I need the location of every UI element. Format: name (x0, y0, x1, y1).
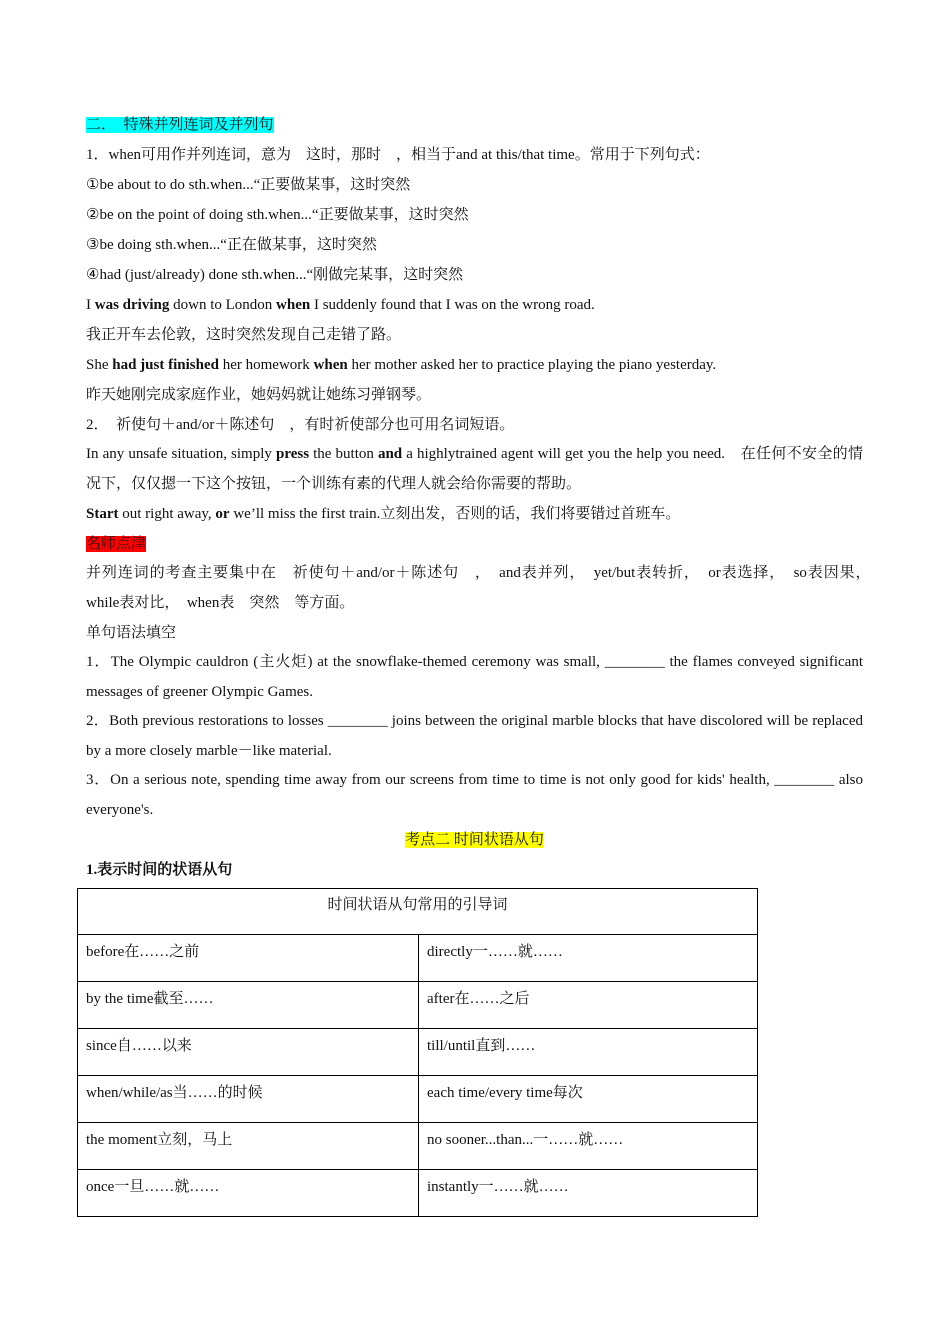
section2-heading-text: 考点二 时间状语从句 (405, 832, 544, 848)
table-cell: since自……以来 (78, 1029, 419, 1076)
text-run: her mother asked her to practice playing the piano yesterday. (347, 357, 717, 373)
exercise-title: 单句语法填空 (86, 625, 177, 641)
pattern-1: ①be about to do sth.when...“正要做某事，这时突然 (86, 177, 411, 193)
table-row (78, 1123, 758, 1170)
section-heading-text: 二． 特殊并列连词及并列句 (86, 117, 274, 133)
table-cell: directly一……就…… (419, 935, 758, 982)
table-cell: no sooner...than...一……就…… (419, 1123, 758, 1170)
table-cell: when/while/as当……的时候 (78, 1076, 419, 1123)
exercise-item-2: 2．Both previous restorations to losses ________ joins between the original marble blocks that have discolored will be replaced by a more closely marble－like material. (86, 713, 863, 759)
tip-label-text: 名师点津 (86, 536, 147, 552)
bold-run: when (276, 297, 311, 313)
tip-text: 并列连词的考查主要集中在 祈使句＋and/or＋陈述句 ， and表并列， yet/but表转折， or表选择， so表因果， while表对比， when表 突然 等方面。 (86, 565, 879, 611)
example-2-zh: 昨天她刚完成家庭作业，她妈妈就让她练习弹钢琴。 (86, 387, 432, 403)
bold-run: press (275, 446, 310, 462)
item2-intro: 2． 祈使句＋and/or＋陈述句 ，有时祈使部分也可用名词短语。 (86, 417, 515, 433)
text-run: the button (309, 446, 378, 462)
example-1-zh: 我正开车去伦敦，这时突然发现自己走错了路。 (86, 327, 402, 343)
table-cell: once一旦……就…… (78, 1170, 419, 1217)
table-cell: the moment立刻，马上 (78, 1123, 419, 1170)
example-2-en (86, 350, 863, 380)
exercise-item-3: 3．On a serious note, spending time away from our screens from time to time is not only good for kids' health, ________ also everyone's. (86, 772, 863, 818)
conjunction-table (77, 888, 758, 1217)
item1-intro: 1．when可用作并列连词，意为 这时，那时 ，相当于and at this/that time。常用于下列句式： (86, 147, 710, 163)
table-row (78, 1170, 758, 1217)
table-cell: till/until直到…… (419, 1029, 758, 1076)
table-header-cell: 时间状语从句常用的引导词 (78, 889, 758, 935)
bold-run: had just finished (112, 357, 219, 373)
tip-label (86, 529, 863, 559)
text-run: She (86, 357, 113, 373)
table-row (78, 935, 758, 982)
example-4 (86, 499, 863, 529)
table-row (78, 1029, 758, 1076)
text-run: a highlytrained agent will get you the help you need. 在任何不安全的情况下，仅仅摁一下这个按钮，一个训练有素的代理人就会给你需要的帮助。 (86, 446, 863, 492)
section2-subheading: 1.表示时间的状语从句 (86, 862, 233, 878)
text-run: we’ll miss the first train.立刻出发，否则的话，我们将要错过首班车。 (229, 506, 681, 522)
bold-run: was driving (94, 297, 170, 313)
text-run: I suddenly found that I was on the wrong road. (310, 297, 595, 313)
example-3 (86, 440, 863, 499)
text-run: her homework (218, 357, 314, 373)
pattern-4: ④had (just/already) done sth.when...“刚做完某事，这时突然 (86, 267, 464, 283)
exercise-item-1: 1．The Olympic cauldron (主火炬) at the snowflake-themed ceremony was small, ________ the flames conveyed significant messages of greener Olympic Games. (86, 654, 863, 700)
table-cell: after在……之后 (419, 982, 758, 1029)
bold-run: and (377, 446, 403, 462)
table-cell: by the time截至…… (78, 982, 419, 1029)
document-content (86, 110, 879, 885)
table-cell: before在……之前 (78, 935, 419, 982)
text-run: I (86, 297, 95, 313)
bold-run: or (215, 506, 230, 522)
bold-run: when (313, 357, 348, 373)
table-header-row (78, 889, 758, 935)
table-cell: instantly一……就…… (419, 1170, 758, 1217)
table-cell: each time/every time每次 (419, 1076, 758, 1123)
table-row (78, 1076, 758, 1123)
pattern-2: ②be on the point of doing sth.when...“正要做某事，这时突然 (86, 207, 469, 223)
section-heading (86, 110, 863, 140)
text-run: In any unsafe situation, simply (86, 446, 276, 462)
example-1-en (86, 290, 863, 320)
section2-heading (86, 825, 863, 855)
table-row (78, 982, 758, 1029)
text-run: out right away, (118, 506, 216, 522)
bold-run: Start (86, 506, 119, 522)
pattern-3: ③be doing sth.when...“正在做某事，这时突然 (86, 237, 377, 253)
text-run: down to London (169, 297, 277, 313)
